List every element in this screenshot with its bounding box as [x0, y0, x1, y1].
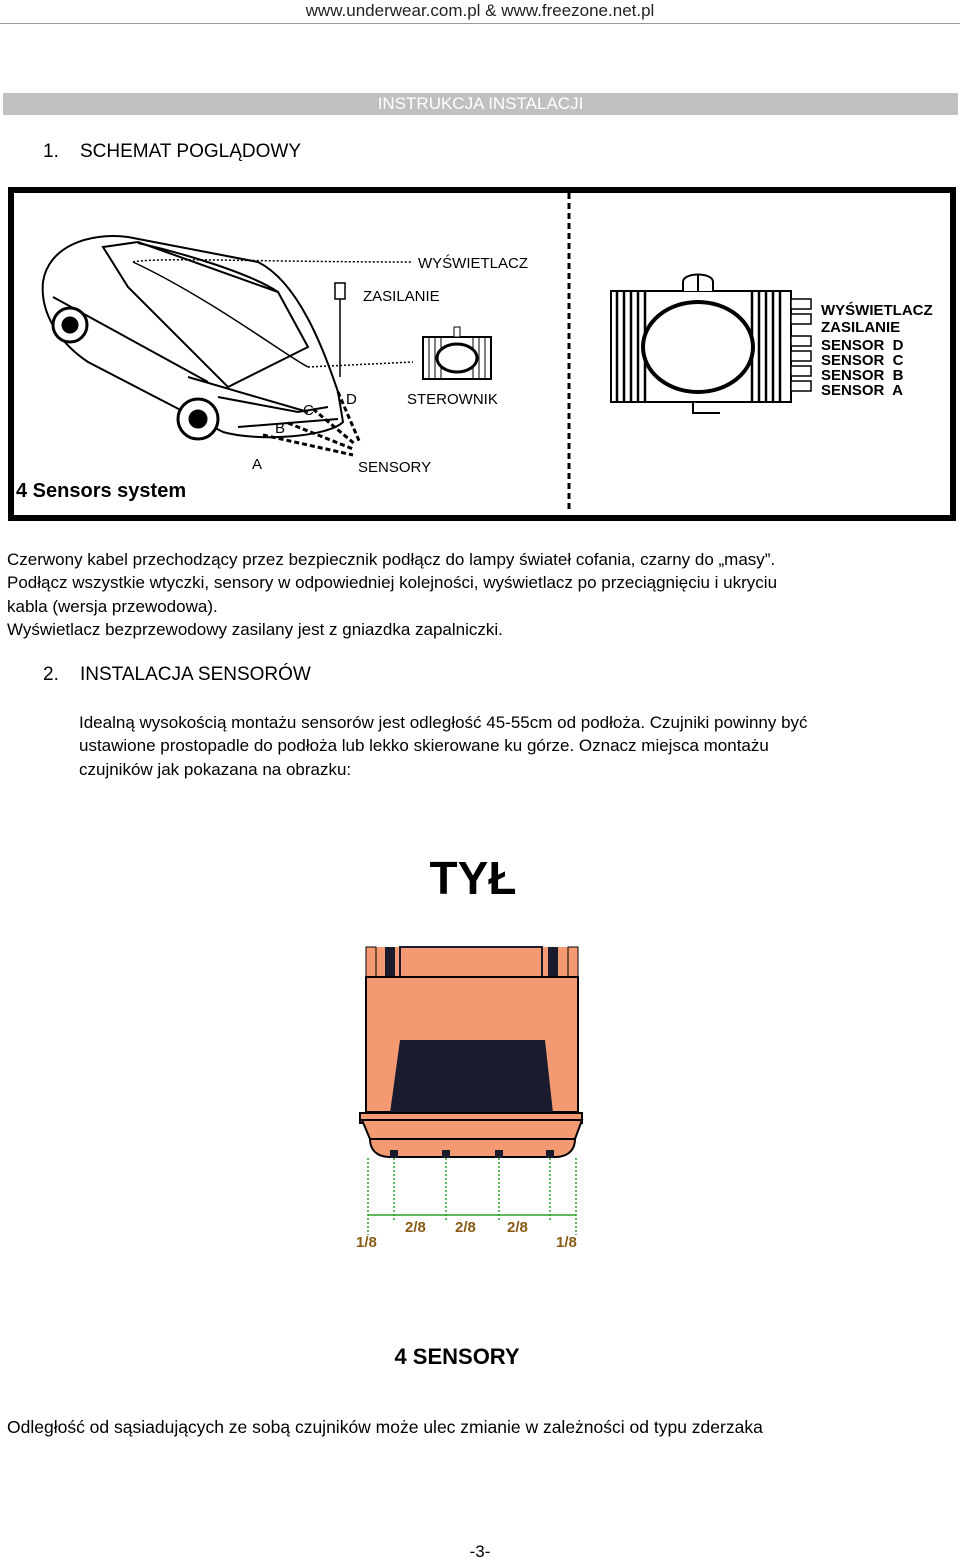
header-url: www.underwear.com.pl & www.freezone.net.pl	[305, 1, 655, 20]
section2-title: INSTALACJA SENSORÓW	[80, 664, 311, 685]
spacing-label: 2/8	[405, 1219, 426, 1236]
label-sensors: SENSORY	[358, 459, 432, 476]
label-controller: STEROWNIK	[407, 391, 498, 408]
banner-title: INSTRUKCJA INSTALACJI	[377, 94, 584, 113]
footer-note: Odległość od sąsiadujących ze sobą czujników może ulec zmianie w zależności od typu zderzaka	[7, 1417, 763, 1437]
rear-car-figure	[350, 945, 600, 1255]
header-divider	[0, 23, 960, 24]
section2-line: ustawione prostopadle do podłoża lub lekko skierowane ku górze. Oznacz miejsca montażu	[79, 736, 769, 755]
pin-label-display: WYŚWIETLACZ	[821, 302, 933, 319]
spacing-label: 2/8	[507, 1219, 528, 1236]
power-connector-icon	[335, 283, 345, 299]
controller-large-icon	[611, 275, 811, 414]
label-power: ZASILANIE	[363, 288, 440, 305]
pin-label-sensor-b: SENSOR B	[821, 367, 904, 384]
spacing-label: 1/8	[356, 1234, 377, 1251]
car-wheel-front	[53, 308, 87, 342]
spacing-label: 1/8	[556, 1234, 577, 1251]
paragraph-line: kabla (wersja przewodowa).	[7, 597, 218, 616]
label-sensor-a: A	[252, 456, 263, 473]
pin-label-sensor-d: SENSOR D	[821, 337, 904, 354]
section1-title: SCHEMAT POGLĄDOWY	[80, 141, 301, 162]
page-number: -3-	[469, 1542, 491, 1561]
sensors-heading: 4 SENSORY	[394, 1344, 520, 1369]
section2-line: Idealną wysokością montażu sensorów jest odległość 45-55cm od podłoża. Czujniki powinny być	[79, 713, 808, 732]
label-display: WYŚWIETLACZ	[418, 255, 529, 272]
pin-label-sensor-c: SENSOR C	[821, 352, 904, 369]
rear-figure-title: TYŁ	[429, 852, 517, 904]
section2-line: czujników jak pokazana na obrazku:	[79, 760, 352, 779]
pin-label-sensor-a: SENSOR A	[821, 382, 903, 399]
title-banner	[3, 93, 958, 115]
car-wheel-rear	[178, 399, 218, 439]
rear-car-svg	[350, 945, 600, 1255]
section1-number: 1.	[43, 141, 59, 162]
label-sensor-d: D	[346, 391, 357, 408]
car-bumper	[362, 1120, 582, 1139]
wiring-diagram-svg	[8, 187, 956, 521]
spacing-label: 2/8	[455, 1219, 476, 1236]
paragraph-line: Wyświetlacz bezprzewodowy zasilany jest z gniazdka zapalniczki.	[7, 620, 503, 639]
car-pillar-right	[548, 947, 558, 977]
car-pillar-left	[385, 947, 395, 977]
paragraph-line: Czerwony kabel przechodzący przez bezpiecznik podłącz do lampy świateł cofania, czarny do „masy”.	[7, 550, 776, 569]
system-caption: 4 Sensors system	[16, 480, 187, 502]
section2-number: 2.	[43, 664, 59, 685]
label-sensor-c: C	[303, 402, 314, 419]
label-sensor-b: B	[275, 420, 286, 437]
wiring-diagram	[8, 187, 956, 521]
pin-label-power: ZASILANIE	[821, 319, 901, 336]
paragraph-line: Podłącz wszystkie wtyczki, sensory w odpowiedniej kolejności, wyświetlacz po przeciągnięciu i ukryciu	[7, 573, 778, 592]
car-rear-window	[390, 1040, 553, 1123]
